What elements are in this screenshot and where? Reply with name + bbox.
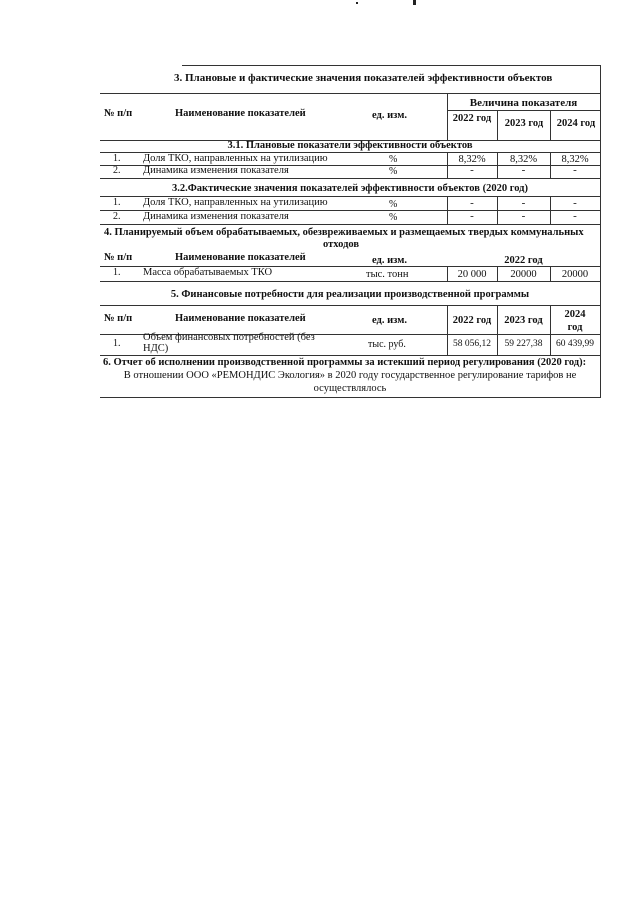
row-name-line2: НДС) <box>143 343 169 354</box>
section6-title: 6. Отчет об исполнении производственной программы за истекший период регулирования (2020 год): <box>103 357 587 368</box>
row-value: - <box>521 164 526 176</box>
row-num: 1. <box>113 338 121 349</box>
year-2024: 2024 год <box>564 309 586 333</box>
rule <box>447 305 448 355</box>
rule <box>550 266 551 281</box>
row-value: 59 227,38 <box>504 339 543 349</box>
section6-text-line2: осуществлялось <box>313 383 387 394</box>
row-name: Масса обрабатываемых ТКО <box>143 267 273 278</box>
rule <box>100 305 600 306</box>
row-num: 1. <box>113 267 121 278</box>
row-value: 8,32% <box>509 154 538 165</box>
year-2023: 2023 год <box>504 315 543 326</box>
subsection32-title: 3.2.Фактические значения показателей эффективности объектов (2020 год) <box>172 183 528 194</box>
scan-speck <box>356 2 358 4</box>
row-value: 20000 <box>561 269 589 280</box>
col-num: № п/п <box>104 313 133 324</box>
year-2022: 2022 год <box>452 315 492 326</box>
rule <box>550 305 551 355</box>
row-value: 8,32% <box>561 154 589 165</box>
row-name: Объем финансовых потребностей (без <box>143 332 315 343</box>
row-value: - <box>470 164 474 176</box>
rule <box>100 178 600 179</box>
row-unit: % <box>389 154 398 165</box>
rule <box>447 266 448 281</box>
col-unit: ед. изм. <box>372 315 407 326</box>
row-unit: % <box>389 166 398 177</box>
rule <box>100 281 600 282</box>
section6-text: В отношении ООО «РЕМОНДИС Экология» в 2020 году государственное регулирование тарифов не <box>123 370 577 381</box>
row-value: - <box>573 210 577 222</box>
section4-title: 4. Планируемый объем обрабатываемых, обезвреживаемых и размещаемых твердых коммунальных <box>104 227 584 238</box>
row-unit: тыс. тонн <box>366 269 409 280</box>
col-num: № п/п <box>104 252 133 263</box>
col-name: Наименование показателей <box>175 313 306 324</box>
row-unit: % <box>389 212 398 223</box>
row-value: - <box>521 210 526 222</box>
row-name: Доля ТКО, направленных на утилизацию <box>143 197 328 208</box>
row-value: - <box>470 197 474 209</box>
row-value: 8,32% <box>458 154 486 165</box>
rule <box>497 196 498 224</box>
rule <box>447 152 448 178</box>
rule <box>100 93 600 94</box>
year-2022: 2022 год <box>452 113 492 124</box>
row-num: 2. <box>113 165 121 176</box>
rule <box>100 355 600 356</box>
col-year: 2022 год <box>504 255 543 266</box>
row-num: 1. <box>113 197 121 208</box>
row-value: 20 000 <box>457 269 487 280</box>
row-unit: % <box>389 199 398 210</box>
rule <box>497 305 498 355</box>
section5-title: 5. Финансовые потребности для реализации производственной программы <box>170 289 530 300</box>
row-value: 20000 <box>510 269 537 280</box>
subsection31-title: 3.1. Плановые показатели эффективности объектов <box>227 140 473 151</box>
col-name: Наименование показателей <box>175 252 306 263</box>
year-2023: 2023 год <box>504 118 544 129</box>
row-value: 60 439,99 <box>556 339 594 349</box>
row-value: - <box>521 197 526 209</box>
rule <box>497 152 498 178</box>
row-name: Динамика изменения показателя <box>143 211 289 222</box>
row-value: - <box>573 164 577 176</box>
section3-title: 3. Плановые и фактические значения показателей эффективности объектов <box>174 72 553 84</box>
section4-title-line2: отходов <box>323 239 360 250</box>
rule <box>497 266 498 281</box>
col-unit: ед. изм. <box>372 110 407 121</box>
rule <box>447 110 600 111</box>
row-value: - <box>573 197 577 209</box>
row-name: Динамика изменения показателя <box>143 165 289 176</box>
row-value: 58 056,12 <box>453 339 491 349</box>
rule <box>100 397 600 398</box>
col-num: № п/п <box>104 108 133 119</box>
row-value: - <box>470 210 474 222</box>
rule <box>182 65 601 66</box>
rule <box>550 196 551 224</box>
year-2024: 2024 год <box>556 118 596 129</box>
rule <box>550 152 551 178</box>
rule <box>447 93 448 140</box>
row-unit: тыс. руб. <box>368 339 406 350</box>
col-value-group: Величина показателя <box>469 97 578 109</box>
rule <box>100 224 600 225</box>
rule <box>447 196 448 224</box>
row-num: 2. <box>113 211 121 222</box>
scan-speck <box>413 0 416 5</box>
row-name: Доля ТКО, направленных на утилизацию <box>143 153 328 164</box>
col-name: Наименование показателей <box>175 108 306 119</box>
rule <box>600 65 601 398</box>
col-unit: ед. изм. <box>372 255 407 266</box>
row-num: 1. <box>113 153 121 164</box>
